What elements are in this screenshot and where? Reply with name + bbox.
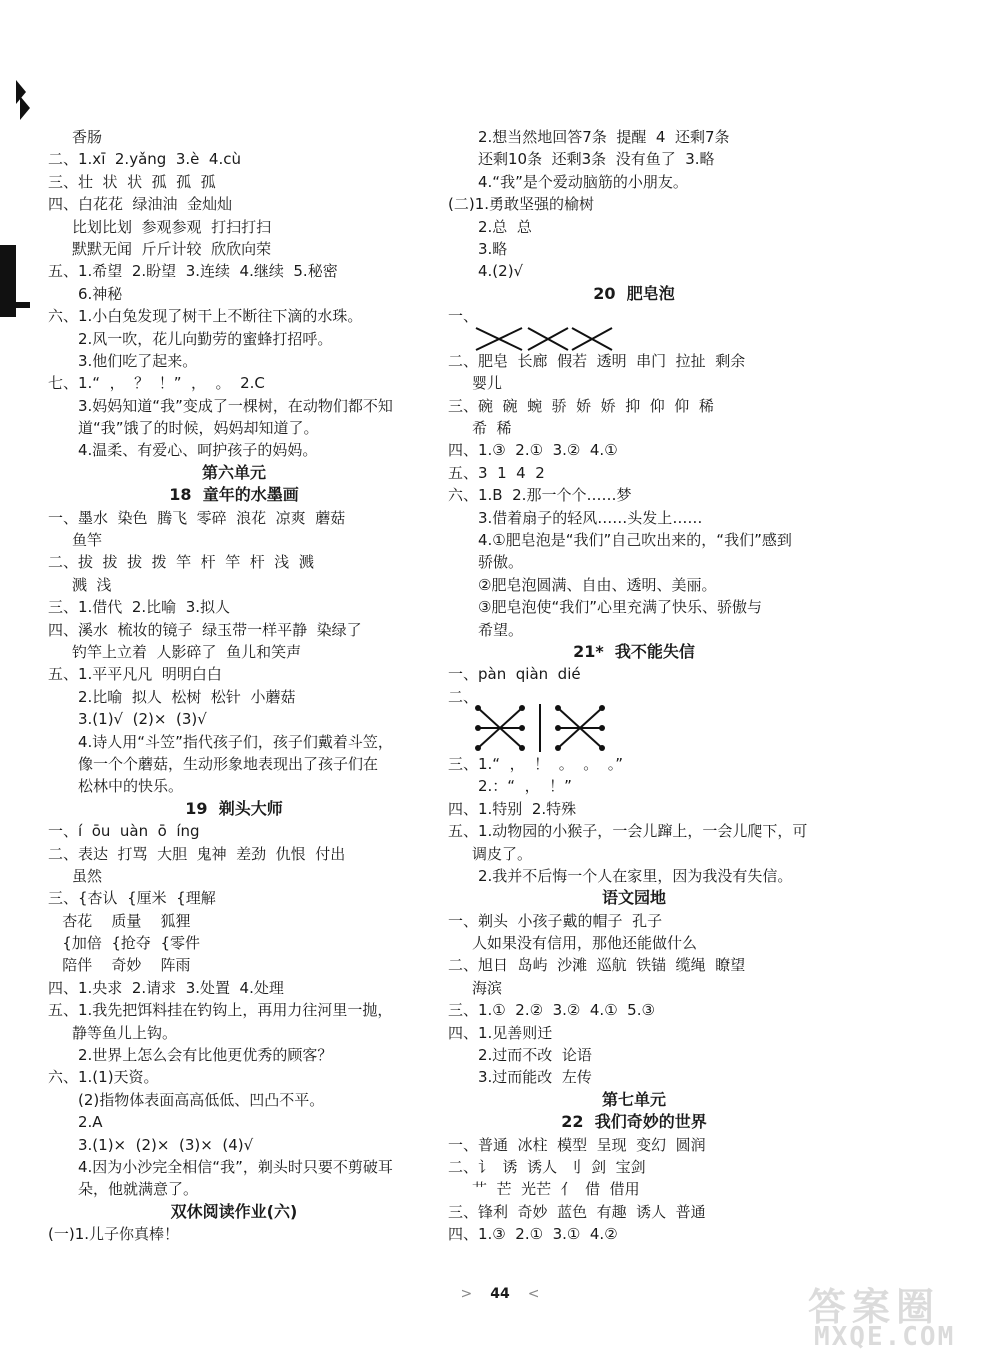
answer-line: 四、溪水 梳妆的镜子 绿玉带一样平静 染绿了 xyxy=(48,620,362,639)
answer-line: 2.风一吹，花儿向勤劳的蜜蜂打招呼。 xyxy=(78,329,333,348)
answer-line: 三、锋利 奇妙 蓝色 有趣 诱人 普通 xyxy=(448,1202,706,1221)
answer-line: 五、1.平平凡凡 明明白白 xyxy=(48,665,222,684)
answer-line: 一、剃头 小孩子戴的帽子 孔子 xyxy=(448,911,663,930)
answer-line: 像一个个蘑菇，生动形象地表现出了孩子们在 xyxy=(78,754,379,773)
answer-line: 五、1.希望 2.盼望 3.连续 4.继续 5.秘密 xyxy=(48,262,338,281)
page-number-text: 44 xyxy=(490,1286,510,1302)
arrow-left-icon: < xyxy=(527,1286,540,1302)
answer-line: 钓竿上立着 人影碎了 鱼儿和笑声 xyxy=(72,642,302,661)
answer-line: 婴儿 xyxy=(472,374,503,393)
answer-line: 6.神秘 xyxy=(78,284,123,303)
answer-line: 骄傲。 xyxy=(478,553,524,572)
answer-line: (一)1.儿子你真棒！ xyxy=(48,1225,180,1244)
answer-line: 二、旭日 岛屿 沙滩 巡航 铁锚 缆绳 瞭望 xyxy=(448,956,746,975)
diagram-spacer xyxy=(448,731,820,753)
section-heading: 21* 我不能失信 xyxy=(573,641,695,661)
answer-line: 松林中的快乐。 xyxy=(78,777,184,796)
answer-line: (2)指物体表面高高低低、凹凸不平。 xyxy=(78,1090,325,1109)
watermark-text: 答案圈 xyxy=(808,1285,941,1329)
answer-line: 调皮了。 xyxy=(472,844,533,863)
left-column xyxy=(48,126,420,1246)
diagram-spacer xyxy=(448,708,820,730)
answer-line: 3.略 xyxy=(478,239,508,258)
section-heading: 双休阅读作业(六) xyxy=(170,1201,298,1221)
answer-line: 2.我并不后悔一个人在家里，因为我没有失信。 xyxy=(478,866,793,885)
answer-line: 道“我”饿了的时候，妈妈却知道了。 xyxy=(78,419,319,438)
answer-line: 四、1.③ 2.① 3.② 4.① xyxy=(448,441,618,460)
answer-line: 还剩10条 还剩3条 没有鱼了 3.略 xyxy=(478,150,715,169)
answer-line: 五、1.我先把饵料挂在钓钩上，再用力往河里一抛， xyxy=(48,1001,393,1020)
arrow-right-icon: > xyxy=(460,1286,473,1302)
answer-line: 三、1.“ ， ！ 。 。 。” xyxy=(448,754,624,773)
answer-line: 3.借着扇子的轻风……头发上…… xyxy=(478,508,703,527)
answer-line: 默默无闻 斤斤计较 欣欣向荣 xyxy=(72,239,272,258)
answer-line: 溅 浅 xyxy=(72,575,112,594)
answer-line: ③肥皂泡使“我们”心里充满了快乐、骄傲与 xyxy=(478,598,762,617)
answer-line: 四、1.见善则迁 xyxy=(448,1023,553,1042)
answer-line: 3.他们吃了起来。 xyxy=(78,351,198,370)
section-heading: 第六单元 xyxy=(201,462,266,482)
diagram-spacer xyxy=(448,328,820,350)
answer-line: 二、1.xī 2.yǎng 3.è 4.cù xyxy=(48,150,241,169)
answer-line: 七、1.“ ， ？ ！” ， 。 2.C xyxy=(48,374,265,393)
answer-line: 2.世界上怎么会有比他更优秀的顾客？ xyxy=(78,1046,333,1065)
answer-line: 一、í ōu uàn ō íng xyxy=(48,822,200,841)
right-column xyxy=(448,126,820,1246)
section-heading: 19 剃头大师 xyxy=(185,798,283,818)
answer-line: 希望。 xyxy=(478,620,524,639)
answer-line: 三、1.① 2.② 3.② 4.① 5.③ xyxy=(448,1001,655,1020)
answer-line: 一、普通 冰柱 模型 呈现 变幻 圆润 xyxy=(448,1135,706,1154)
answer-line: {加倍 {抢夺 {零件 xyxy=(48,934,201,953)
answer-line: 一、 xyxy=(448,307,479,326)
answer-line: 4.因为小沙完全相信“我”，剃头时只要不剪破耳 xyxy=(78,1157,393,1176)
answer-line: 4.(2)√ xyxy=(478,262,524,281)
answer-line: 五、1.动物园的小猴子，一会儿蹿上，一会儿爬下，可 xyxy=(448,822,808,841)
answer-line: 3.过而能改 左传 xyxy=(478,1068,592,1087)
answer-line: 三、壮 状 状 孤 孤 孤 xyxy=(48,172,216,191)
section-heading: 22 我们奇妙的世界 xyxy=(561,1112,707,1132)
section-heading: 18 童年的水墨画 xyxy=(169,485,299,505)
section-heading: 第七单元 xyxy=(601,1089,666,1109)
answer-line: 四、白花花 绿油油 金灿灿 xyxy=(48,195,233,214)
answer-line: 人如果没有信用，那他还能做什么 xyxy=(472,934,698,953)
answer-line: 4.“我”是个爱动脑筋的小朋友。 xyxy=(478,172,688,191)
answer-line: 艹 芒 光芒 亻 借 借用 xyxy=(472,1180,640,1199)
answer-line: 鱼竿 xyxy=(72,531,103,550)
answer-line: 海滨 xyxy=(472,978,503,997)
answer-line: 朵，他就满意了。 xyxy=(78,1180,199,1199)
answer-line: 五、3 1 4 2 xyxy=(448,463,545,482)
answer-line: 3.妈妈知道“我”变成了一棵树，在动物们都不知 xyxy=(78,396,393,415)
answer-line: 香肠 xyxy=(72,128,103,146)
answer-line: 一、墨水 染色 腾飞 零碎 浪花 凉爽 蘑菇 xyxy=(48,508,346,527)
answer-line: ②肥皂泡圆满、自由、透明、美丽。 xyxy=(478,575,717,594)
answer-line: 四、1.特别 2.特殊 xyxy=(448,799,577,818)
watermark-logo xyxy=(794,1276,994,1356)
answer-line: 2.想当然地回答7条 提醒 4 还剩7条 xyxy=(478,128,730,146)
answer-line: (二)1.勇敢坚强的榆树 xyxy=(448,195,595,214)
answer-line: 2.比喻 拟人 松树 松针 小蘑菇 xyxy=(78,687,296,706)
answer-line: 比划比划 参观参观 打扫打扫 xyxy=(72,217,272,236)
margin-tick-marks xyxy=(0,70,40,320)
answer-line: 六、1.(1)天资。 xyxy=(48,1068,159,1087)
answer-line: 4.①肥皂泡是“我们”自己吹出来的，“我们”感到 xyxy=(478,531,792,550)
answer-line: 三、{杏认 {厘米 {理解 xyxy=(48,889,216,908)
answer-line: 三、碗 碗 蜿 骄 娇 娇 抑 仰 仰 稀 xyxy=(448,396,714,415)
answer-line: 3.(1)√ (2)× (3)√ xyxy=(78,710,207,729)
answer-line: 一、pàn qiàn dié xyxy=(448,665,581,684)
watermark-url: MXQE.COM xyxy=(814,1322,956,1352)
section-heading: 语文园地 xyxy=(601,888,666,908)
matching-lines-diagram xyxy=(472,320,622,370)
answer-line: 4.诗人用“斗笠”指代孩子们，孩子们戴着斗笠， xyxy=(78,732,393,751)
answer-line: 二、肥皂 长廊 假若 透明 串门 拉扯 剩余 xyxy=(448,351,746,370)
answer-line: 2.总 总 xyxy=(478,217,532,236)
answer-line: 六、1.B 2.那一个个……梦 xyxy=(448,486,632,505)
answer-line: 希 稀 xyxy=(472,419,512,438)
answer-line: 2.：“ ， ！” xyxy=(478,777,572,796)
answer-line: 静等鱼儿上钩。 xyxy=(72,1023,178,1042)
answer-line: 二、表达 打骂 大胆 鬼神 差劲 仇恨 付出 xyxy=(48,844,346,863)
answer-line: 二、拔 拔 拔 拨 竿 杆 竿 杆 浅 溅 xyxy=(48,553,314,572)
answer-line: 杏花 质量 狐狸 xyxy=(48,911,191,930)
section-heading: 20 肥皂泡 xyxy=(593,283,675,303)
answer-line: 二、讠 诱 诱人 刂 剑 宝剑 xyxy=(448,1157,646,1176)
answer-line: 六、1.小白兔发现了树干上不断往下滴的水珠。 xyxy=(48,307,363,326)
answer-line: 2.A xyxy=(78,1113,103,1132)
answer-line: 四、1.央求 2.请求 3.处置 4.处理 xyxy=(48,978,284,997)
answer-line: 4.温柔、有爱心、呵护孩子的妈妈。 xyxy=(78,441,318,460)
answer-line: 陪伴 奇妙 阵雨 xyxy=(48,956,191,975)
answer-line: 三、1.借代 2.比喻 3.拟人 xyxy=(48,598,231,617)
answer-line: 二、 xyxy=(448,687,479,706)
answer-line: 虽然 xyxy=(72,866,103,885)
answer-line: 3.(1)× (2)× (3)× (4)√ xyxy=(78,1135,254,1154)
answer-line: 四、1.③ 2.① 3.① 4.② xyxy=(448,1225,618,1244)
answer-line: 2.过而不改 论语 xyxy=(478,1046,592,1065)
